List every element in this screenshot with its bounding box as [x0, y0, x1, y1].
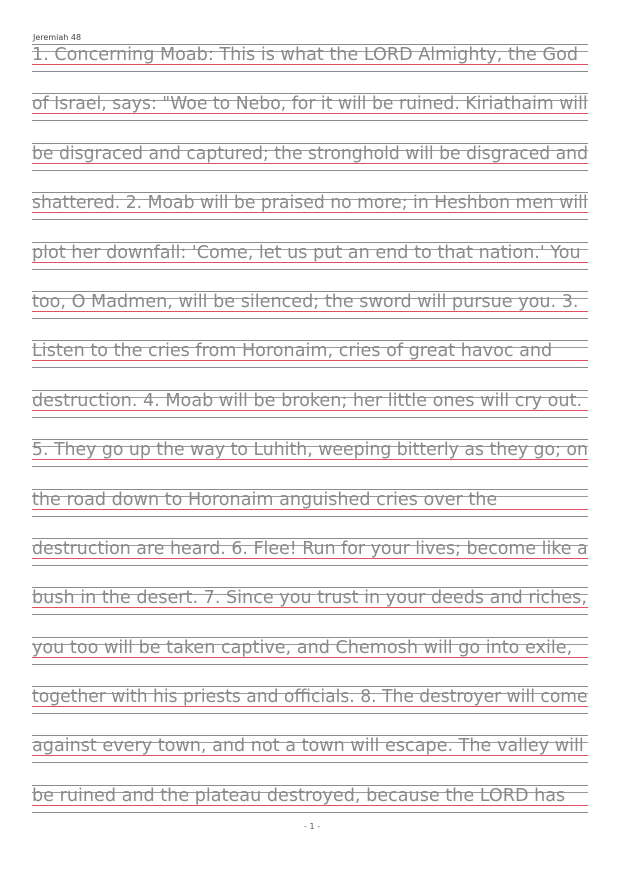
- tracing-text-line: together with his priests and officials. 8. The destroyer will come: [32, 687, 588, 708]
- tracing-text-line: shattered. 2. Moab will be praised no more; in Heshbon men will: [32, 193, 588, 214]
- tracing-text-line: the road down to Horonaim anguished cries over the: [32, 489, 498, 510]
- tracing-text-line: bush in the desert. 7. Since you trust in your deeds and riches,: [32, 588, 587, 609]
- tracing-row: [32, 93, 588, 142]
- tracing-row: [32, 143, 588, 192]
- tracing-row: [32, 192, 588, 241]
- tracing-text-line: Listen to the cries from Horonaim, cries of great havoc and: [32, 341, 553, 362]
- tracing-row: [32, 686, 588, 735]
- tracing-row: [32, 44, 588, 93]
- tracing-text-line: be disgraced and captured; the stronghold will be disgraced and: [32, 143, 588, 164]
- tracing-text-line: of Israel, says: "Woe to Nebo, for it will be ruined. Kiriathaim will: [32, 94, 588, 115]
- handwriting-sheet: [32, 44, 588, 834]
- tracing-text-line: plot her downfall: 'Come, let us put an end to that nation.' You: [32, 242, 581, 263]
- tracing-text-line: destruction are heard. 6. Flee! Run for your lives; become like a: [32, 538, 588, 559]
- tracing-text-line: 1. Concerning Moab: This is what the LORD Almighty, the God: [32, 45, 579, 65]
- page-number: - 1 -: [304, 822, 320, 831]
- page-title: Jeremiah 48: [33, 33, 82, 42]
- tracing-row: [32, 637, 588, 686]
- tracing-text-line: you too will be taken captive, and Chemosh will go into exile,: [32, 637, 573, 658]
- tracing-row: [32, 340, 588, 389]
- tracing-row: [32, 587, 588, 636]
- tracing-row: [32, 242, 588, 291]
- tracing-row: [32, 538, 588, 587]
- tracing-row: [32, 489, 588, 538]
- tracing-text-line: 5. They go up the way to Luhith, weeping bitterly as they go; on: [32, 440, 588, 461]
- tracing-text-line: too, O Madmen, will be silenced; the sword will pursue you. 3.: [32, 291, 579, 312]
- tracing-row: [32, 735, 588, 784]
- tracing-row: [32, 291, 588, 340]
- tracing-text-line: destruction. 4. Moab will be broken; her little ones will cry out.: [32, 390, 583, 411]
- tracing-text-line: against every town, and not a town will escape. The valley will: [32, 736, 584, 757]
- tracing-text-line: be ruined and the plateau destroyed, because the LORD has: [32, 785, 566, 806]
- tracing-row: [32, 439, 588, 488]
- tracing-row: [32, 390, 588, 439]
